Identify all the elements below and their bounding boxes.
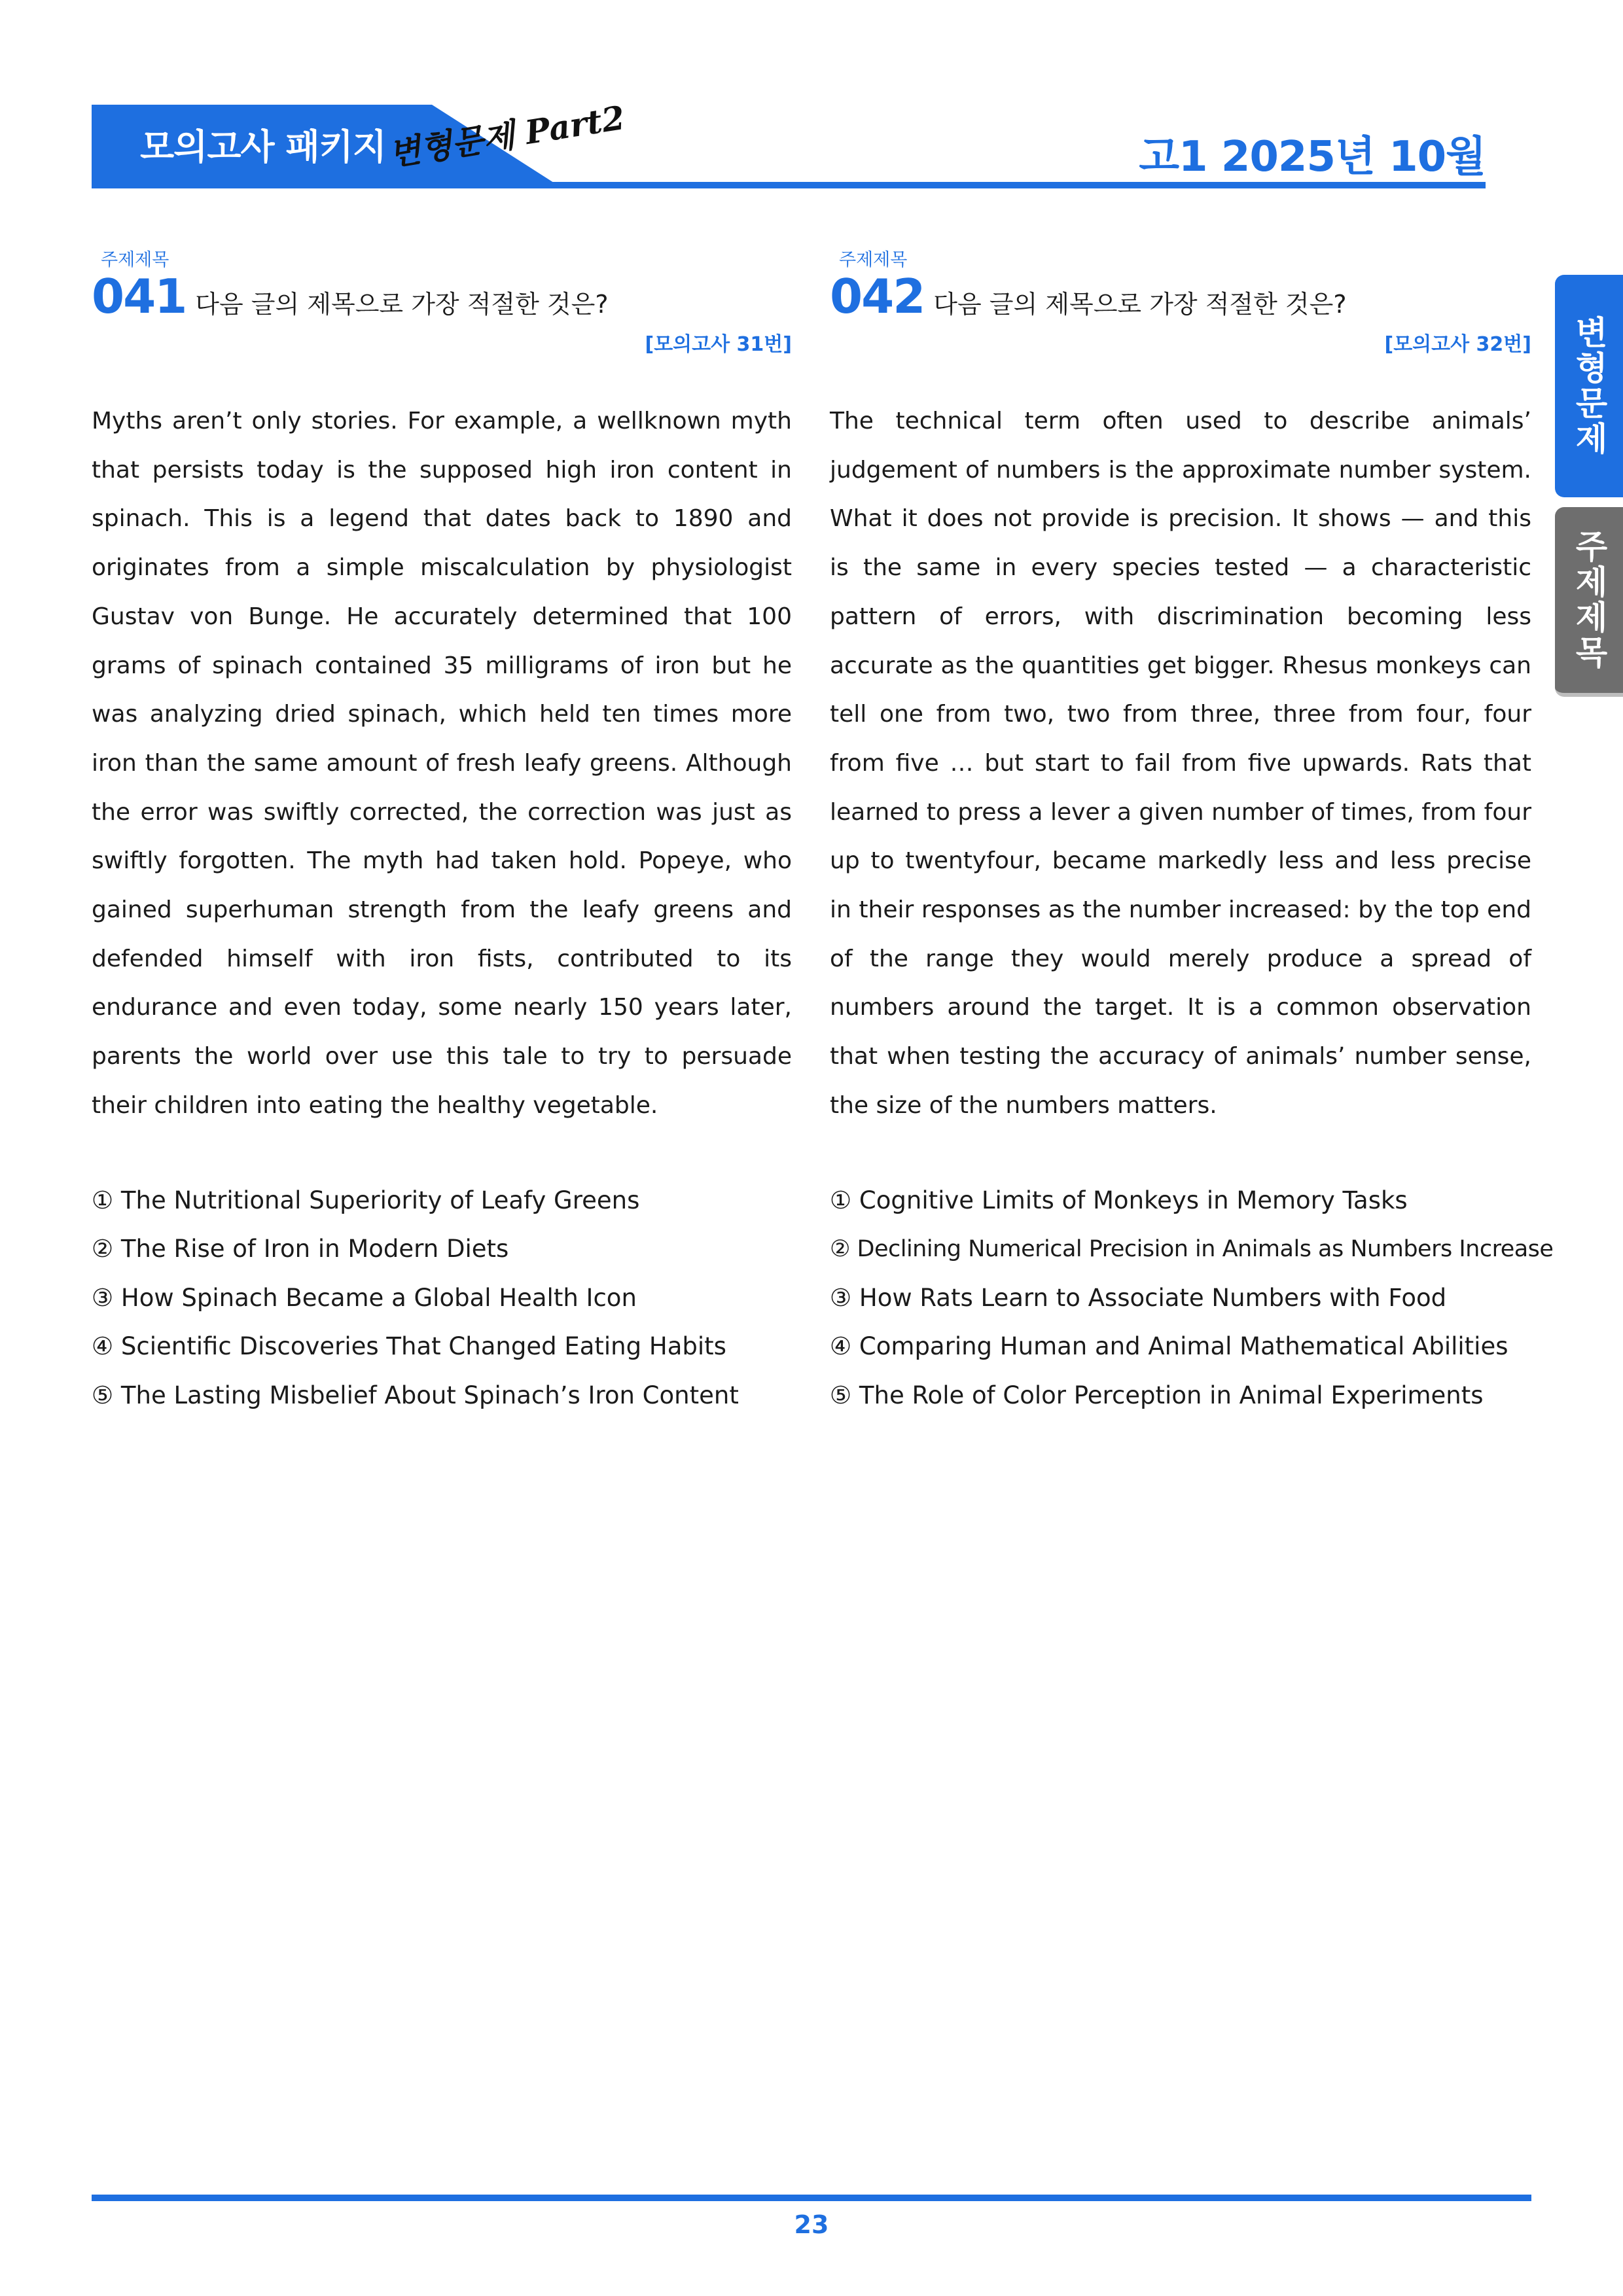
page-number: 23 (794, 2210, 829, 2239)
side-tab-topic-label: 주제제목 (1570, 529, 1608, 671)
side-tab-topic[interactable] (1555, 507, 1623, 697)
answer-options (830, 1176, 1554, 1421)
passage: Myths aren’t only stories. For example, a wellknown myth that persists today is the supposed high iron content in spinach. This is a legend that dates back to 1890 and originates from a simple miscalculation by physiologist Gustav von Bunge. He accurately determined that 100 grams of spinach contained 35 milligrams of iron but he was analyzing dried spinach, which held ten times more iron than the same amount of fresh leafy greens. Although the error was swiftly corrected, the correction was just as swiftly forgotten. The myth had taken hold. Popeye, who gained superhuman strength from the leafy greens and defended himself with iron fists, contributed to its endurance and even today, some nearly 150 years later, parents the world over use this tale to try to persuade their children into eating the healthy vegetable. (92, 408, 792, 1119)
question-041 (92, 245, 792, 1430)
answer-options (92, 1176, 792, 1421)
part-label: Part2 (522, 97, 628, 152)
variant-label: 변형문제 (386, 116, 518, 174)
answer-option[interactable]: ④ Comparing Human and Animal Mathematical Abilities (830, 1332, 1508, 1361)
answer-option[interactable]: ② Declining Numerical Precision in Animals as Numbers Increase (830, 1236, 1554, 1263)
question-042 (830, 245, 1554, 1430)
answer-option[interactable]: ③ How Rats Learn to Associate Numbers with Food (830, 1283, 1447, 1312)
side-tab-variant[interactable] (1555, 275, 1623, 497)
passage: The technical term often used to describe animals’ judgement of numbers is the approximate number system. What it does not provide is precision. It shows — and this is the same in every species tested — a characteristic pattern of errors, with discrimination becoming less accurate as the quantities get bigger. Rhesus monkeys can tell one from two, two from three, three from four, four from five … but start to fail from five upwards. Rats that learned to press a lever a given number of times, from four up to twentyfour, became markedly less and less precise in their responses as the number increased: by the top end of the range they would merely produce a spread of numbers around the target. It is a common observation that when testing the accuracy of animals’ number sense, the size of the numbers matters. (830, 408, 1531, 1119)
question-number: 042 (830, 269, 925, 324)
question-prompt: 다음 글의 제목으로 가장 적절한 것은? (195, 290, 609, 319)
answer-option[interactable]: ⑤ The Role of Color Perception in Animal Experiments (830, 1381, 1484, 1409)
answer-option[interactable]: ① Cognitive Limits of Monkeys in Memory Tasks (830, 1186, 1408, 1214)
question-header (92, 269, 792, 328)
question-category: 주제제목 (101, 250, 169, 270)
answer-option[interactable]: ② The Rise of Iron in Modern Diets (92, 1235, 509, 1263)
package-title: 모의고사 패키지 (140, 126, 386, 168)
side-tab-variant-label: 변형문제 (1570, 315, 1608, 457)
answer-option[interactable]: ④ Scientific Discoveries That Changed Eating Habits (92, 1332, 726, 1361)
question-source: [모의고사 32번] (1384, 333, 1531, 356)
answer-option[interactable]: ③ How Spinach Became a Global Health Icon (92, 1283, 637, 1312)
question-header (830, 269, 1531, 328)
exam-label: 고1 2025년 10월 (1139, 133, 1486, 181)
answer-option[interactable]: ⑤ The Lasting Misbelief About Spinach’s Iron Content (92, 1381, 739, 1409)
question-prompt: 다음 글의 제목으로 가장 적절한 것은? (933, 290, 1347, 319)
question-source: [모의고사 31번] (645, 333, 792, 356)
footer-divider (92, 2195, 1531, 2201)
question-category: 주제제목 (839, 250, 908, 270)
answer-option[interactable]: ① The Nutritional Superiority of Leafy Greens (92, 1186, 640, 1214)
question-number: 041 (92, 269, 187, 324)
